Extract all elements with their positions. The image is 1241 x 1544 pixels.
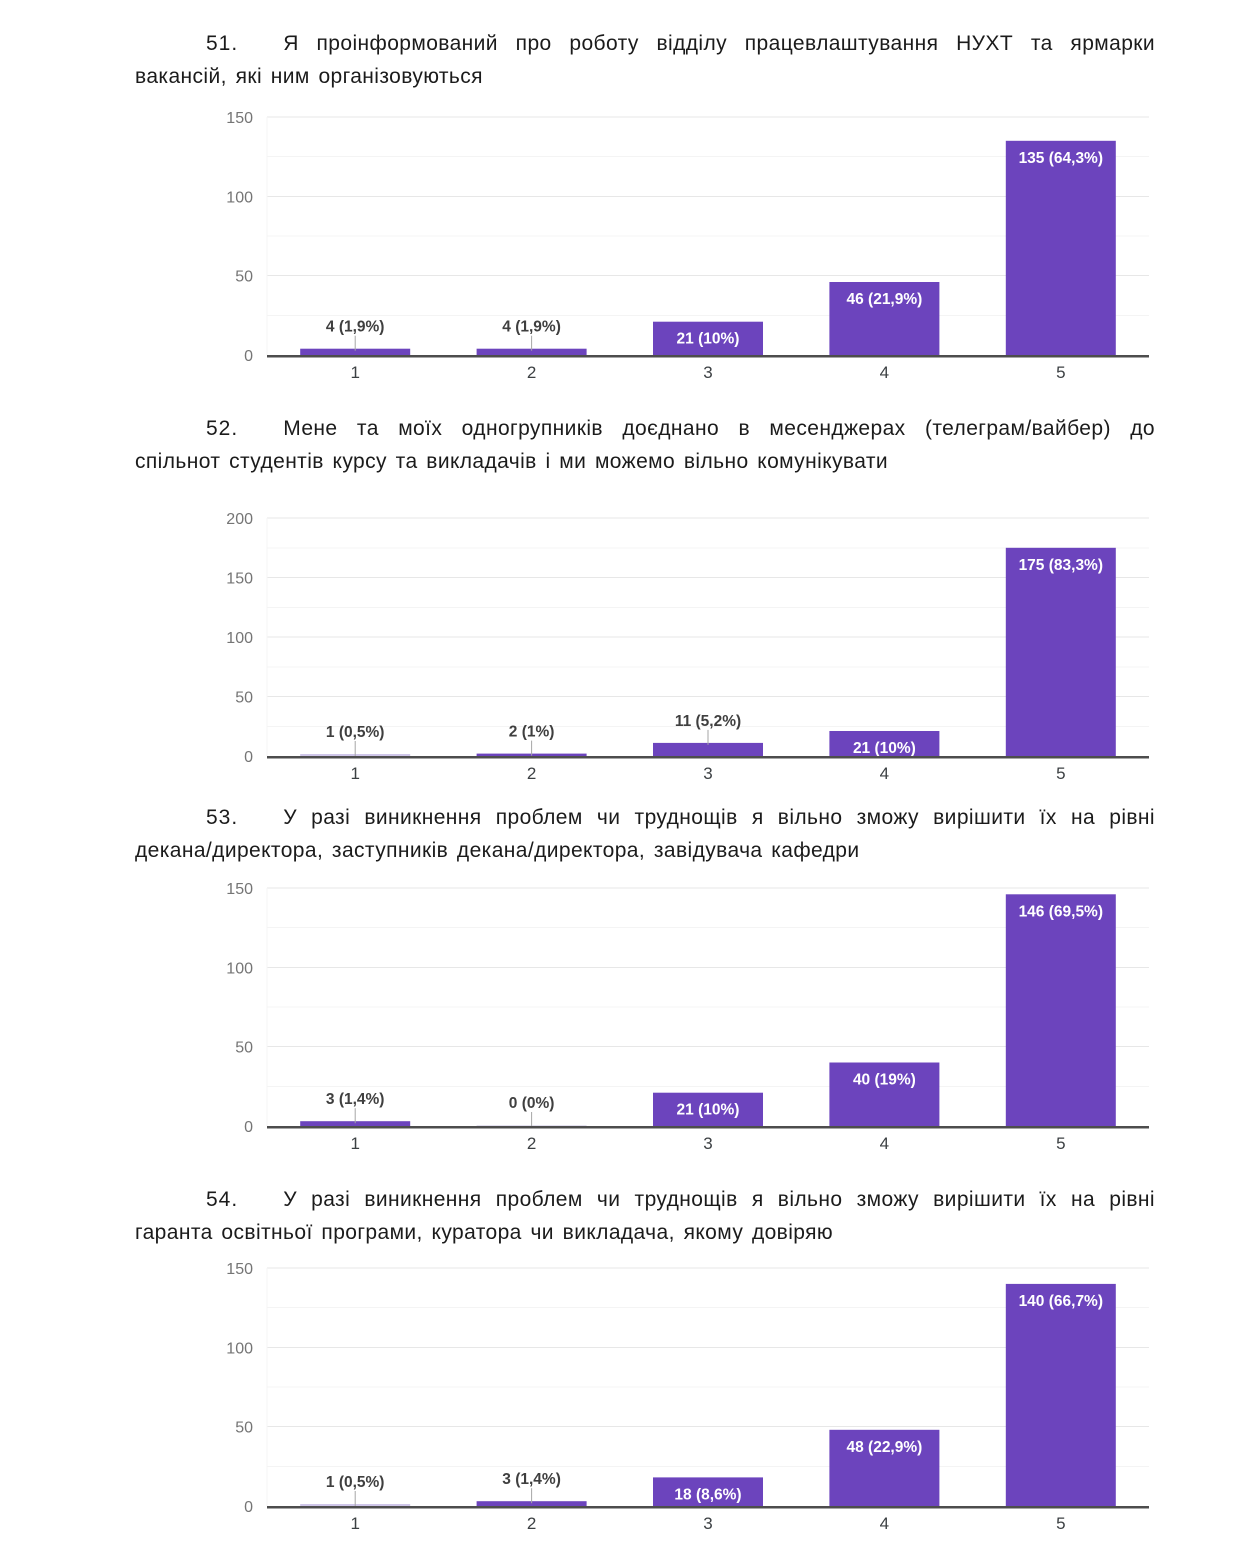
y-tick-label: 100 [226,1340,253,1358]
y-tick-label: 150 [226,881,253,898]
y-tick-label: 100 [226,189,253,207]
x-tick-label: 1 [350,764,360,783]
y-tick-label: 50 [235,268,253,286]
bar [1006,1284,1116,1506]
question-54-number: 54. [206,1188,239,1211]
bar-value-label: 48 (22,9%) [846,1438,923,1456]
x-tick-label: 2 [526,363,537,382]
chart-svg [181,106,1191,388]
x-tick-label: 4 [879,1134,890,1153]
bar-value-label: 140 (66,7%) [1018,1292,1104,1310]
bar-value-label: 175 (83,3%) [1018,556,1104,574]
question-51-text: Я проінформований про роботу відділу працевлаштування НУХТ та ярмарки вакансій, які ним організовуються [135,32,1155,88]
x-tick-label: 1 [350,1514,360,1533]
y-tick-label: 0 [244,749,253,766]
bar-value-label: 21 (10%) [676,1101,740,1119]
question-52-number: 52. [206,417,239,440]
bar-value-label: 21 (10%) [852,740,916,757]
bar-chart-54 [181,1257,1191,1539]
x-tick-label: 4 [879,1514,890,1533]
x-tick-label: 3 [703,1134,713,1153]
x-tick-label: 2 [526,1514,537,1533]
bar-value-label: 3 (1,4%) [502,1471,561,1489]
bar-value-label: 21 (10%) [676,330,740,348]
bar-value-label: 135 (64,3%) [1018,149,1104,167]
x-tick-label: 3 [703,1514,713,1533]
question-53-text: У разі виникнення проблем чи труднощів я вільно зможу вирішити їх на рівні декана/директора, заступників декана/директора, завідувача кафедри [135,806,1155,862]
y-tick-label: 0 [244,1119,253,1136]
y-tick-label: 50 [235,1419,253,1437]
bar-chart-53 [181,877,1191,1159]
bar-value-label: 18 (8,6%) [674,1486,742,1504]
y-tick-label: 50 [235,1039,253,1057]
x-tick-label: 2 [526,1134,537,1153]
x-tick-label: 5 [1056,764,1066,783]
y-tick-label: 0 [244,1499,253,1516]
bar [1006,141,1116,355]
x-tick-label: 5 [1056,363,1066,382]
bar-value-label: 0 (0%) [508,1095,555,1112]
question-54 [135,1183,1155,1249]
bar-value-label: 1 (0,5%) [325,1474,385,1491]
bar-value-label: 11 (5,2%) [674,712,742,730]
bar-value-label: 146 (69,5%) [1018,903,1104,921]
bar-value-label: 4 (1,9%) [325,318,385,336]
bar-value-label: 3 (1,4%) [325,1091,385,1109]
y-tick-label: 150 [226,1261,253,1278]
y-tick-label: 150 [226,110,253,127]
bar-chart-52 [181,507,1191,789]
question-52-text: Мене та моїх одногрупників доєднано в месенджерах (телеграм/вайбер) до спільнот студентів курсу та викладачів і ми можемо вільно комунікувати [135,417,1155,473]
bar-chart-51 [181,106,1191,388]
chart-svg [181,877,1191,1159]
x-tick-label: 2 [526,764,537,783]
y-tick-label: 150 [226,570,253,588]
bar [1006,548,1116,756]
y-tick-label: 0 [244,348,253,365]
bar-value-label: 46 (21,9%) [846,291,923,308]
question-53-number: 53. [206,806,239,829]
question-51 [135,27,1155,93]
question-51-number: 51. [206,32,239,55]
chart-svg [181,1257,1191,1539]
bar-value-label: 40 (19%) [852,1071,916,1089]
x-tick-label: 5 [1056,1514,1066,1533]
x-tick-label: 3 [703,764,713,783]
x-tick-label: 3 [703,363,713,382]
question-52 [135,412,1155,511]
bar-value-label: 1 (0,5%) [325,724,385,741]
bar-value-label: 4 (1,9%) [502,318,561,336]
x-tick-label: 1 [350,1134,360,1153]
question-53 [135,801,1155,867]
x-tick-label: 5 [1056,1134,1066,1153]
y-tick-label: 100 [226,960,253,978]
x-tick-label: 1 [350,363,360,382]
x-tick-label: 4 [879,764,890,783]
x-tick-label: 4 [879,363,890,382]
y-tick-label: 100 [226,630,253,647]
question-54-text: У разі виникнення проблем чи труднощів я вільно зможу вирішити їх на рівні гаранта освітньої програми, куратора чи викладача, якому довіряю [135,1188,1155,1244]
y-tick-label: 200 [226,511,253,528]
chart-svg [181,507,1191,789]
bar-value-label: 2 (1%) [508,723,555,741]
bar [1006,894,1116,1126]
y-tick-label: 50 [235,689,253,707]
